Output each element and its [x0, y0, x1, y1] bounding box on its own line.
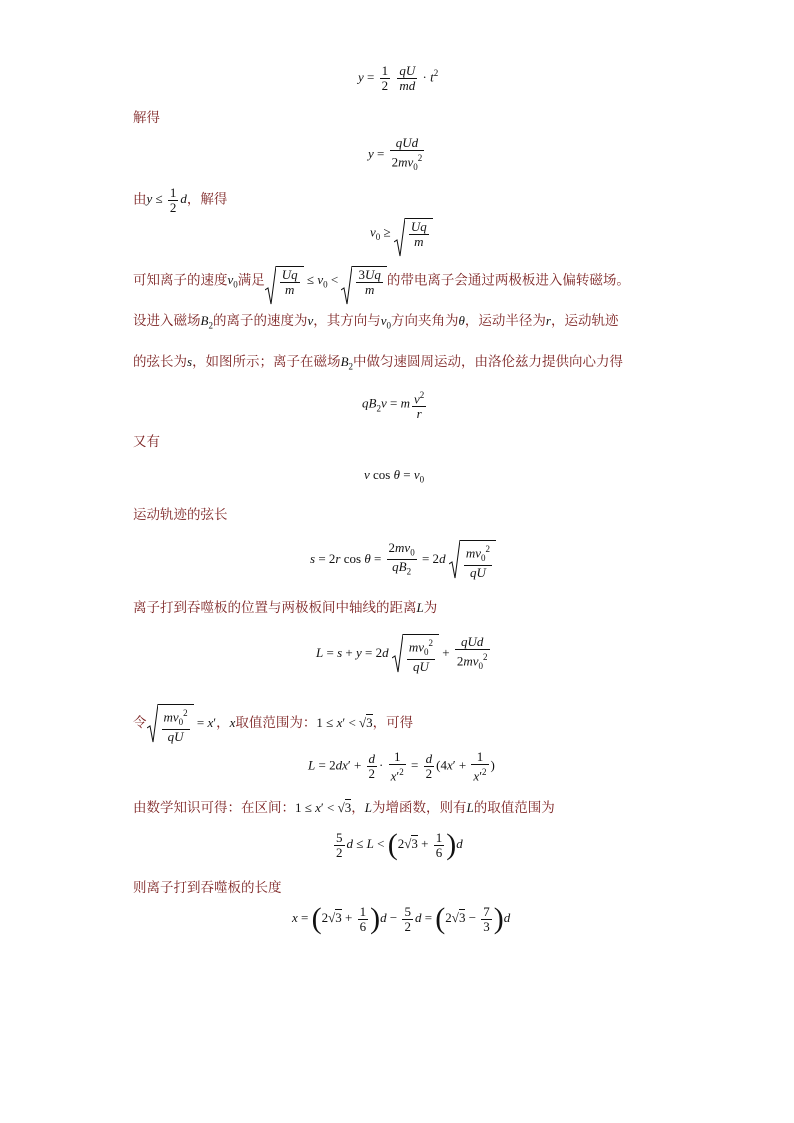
- text-line-9: 令 $\frac{mv_0^2}{qU}$ = x′，x取值范围为：1 ≤ x′ < √3，可得: [133, 704, 413, 744]
- text-fragment: 可知离子的速度: [133, 272, 228, 289]
- text-fragment: 设进入磁场: [133, 313, 201, 329]
- text-fragment: ，运动半径为: [464, 313, 546, 329]
- text-fragment: 为: [423, 600, 438, 616]
- text-line-6: 又有: [133, 434, 160, 450]
- equation-L-range: $\frac{5}{2}$ d ≤ L < (2√3 + $\frac{1}{6}$ )d: [336, 828, 463, 861]
- equation-lorentz-force: $qB_2v = m$ $\frac{v^2}{r}$: [362, 390, 425, 422]
- equation-L-substituted: L = 2dx′ + $\frac{d}{2}$ · $\frac{1}{x'^2}$ = $\frac{d}{2}$ (4x′ + $\frac{1}{x'^2}$ ): [308, 749, 495, 784]
- text-fragment: 方向夹角为: [391, 313, 459, 329]
- text-fragment: ，: [216, 714, 230, 731]
- text-line-5: 的弦长为s，如图所示；离子在磁场$B_2$中做匀速圆周运动，由洛伦兹力提供向心力得: [133, 354, 624, 372]
- equation-distance-L: L = s + y = 2d $\frac{mv_0^2}{qU}$ + $\frac{\text{qUd}}{2mv_0^2}$: [316, 634, 488, 674]
- text-line-11: 则离子打到吞噬板的长度: [133, 880, 282, 896]
- equation-velocity-component: v $\cos \theta = v_0$: [364, 467, 425, 485]
- equation-chord-length: s = 2r cos θ = $\frac{2mv_0}{qB_2}$ = 2d $\frac{mv_0^2}{qU}$: [310, 540, 496, 580]
- text-fragment: ，: [351, 800, 365, 816]
- text-fragment: 满足: [237, 272, 265, 289]
- text-line-1: 解得: [133, 110, 160, 126]
- text-line-7: 运动轨迹的弦长: [133, 507, 228, 523]
- text-fragment: ，可得: [372, 714, 414, 731]
- equation-final-length: x = (2√3 + $\frac{1}{6}$ )d − $\frac{5}{2}$ d = (2√3 − $\frac{7}{3}$ )d: [292, 902, 511, 935]
- text-fragment: 的弦长为: [133, 354, 187, 370]
- text-fragment: 的取值范围为: [473, 800, 555, 816]
- text-fragment: ，其方向与: [313, 313, 381, 329]
- text-fragment: 令: [133, 714, 147, 731]
- text-fragment: 由: [133, 191, 147, 208]
- text-fragment: 为增函数，则有: [371, 800, 467, 816]
- equation-displacement: y = $\frac{1}{2}$ $\frac{qU}{md}$ · $t^2$: [358, 63, 439, 93]
- text-fragment: 由数学知识可得：在区间：: [133, 800, 295, 816]
- text-line-3: 可知离子的速度$v_0$满足 $\frac{Uq}{m}$ ≤ $v_0$ < $\frac{3Uq}{m}$ 的带电离子会通过两极板进入偏转磁场。: [133, 266, 630, 297]
- text-line-10: 由数学知识可得：在区间：1 ≤ x′ < √3，L为增函数，则有L的取值范围为: [133, 800, 555, 816]
- text-fragment: 离子打到吞噬板的位置与两极板间中轴线的距离: [133, 600, 417, 616]
- text-fragment: 的离子的速度为: [212, 313, 308, 329]
- text-line-8: 离子打到吞噬板的位置与两极板间中轴线的距离L为: [133, 600, 438, 616]
- text-fragment: ，如图所示；离子在磁场: [192, 354, 341, 370]
- text-fragment: ，运动轨迹: [550, 313, 619, 329]
- equation-v0-min: $v_0$ ≥ $\frac{Uq}{m}$: [370, 218, 433, 249]
- equation-y-result: y = $\frac{\text{qUd}}{2mv_0^2}$: [368, 135, 423, 172]
- text-line-2: 由y ≤ $\frac{1}{2}$ d，解得: [133, 185, 228, 215]
- text-fragment: ，解得: [186, 191, 228, 208]
- text-fragment: 的带电离子会通过两极板进入偏转磁场。: [386, 272, 630, 289]
- text-line-4: 设进入磁场$B_2$的离子的速度为v，其方向与$v_0$方向夹角为θ，运动半径为r，运动轨迹: [133, 313, 619, 331]
- text-fragment: 中做匀速圆周运动，由洛伦兹力提供向心力得: [353, 354, 624, 370]
- text-fragment: 取值范围为：: [235, 714, 317, 731]
